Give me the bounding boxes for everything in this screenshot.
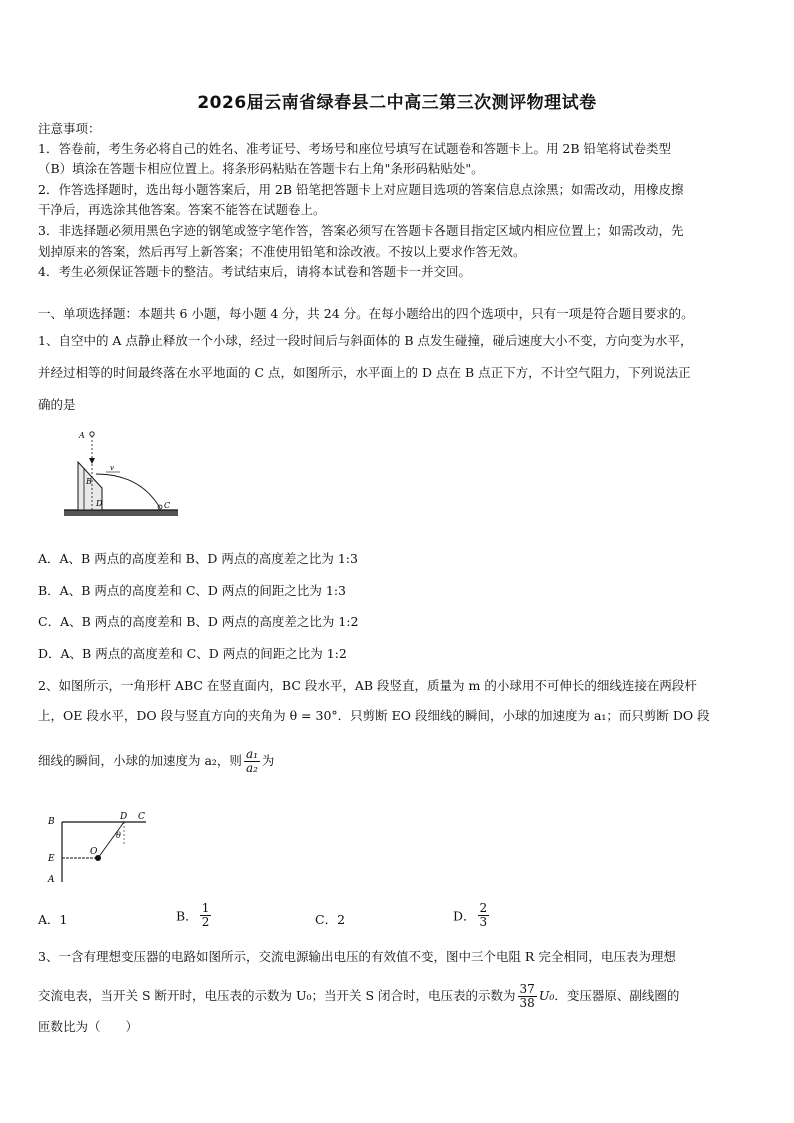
trajectory: [96, 474, 160, 508]
question-2-text: 上，OE 段水平，DO 段与竖直方向的夹角为 θ = 30°．只剪断 EO 段细线的瞬间，小球的加速度为 a₁；而只剪断 DO 段: [38, 708, 710, 723]
option-fraction: [200, 902, 212, 929]
label-b: B: [86, 477, 92, 486]
fraction-numerator: 37: [519, 982, 535, 996]
ratio-fraction: [244, 748, 260, 775]
question-1-text: 1、自空中的 A 点静止释放一个小球，经过一段时间后与斜面体的 B 点发生碰撞，碰后速度大小不变，方向变为水平，: [38, 333, 693, 348]
notice-line: 2．作答选择题时，选出每小题答案后，用 2B 铅笔把答题卡上对应题目选项的答案信息点涂黑；如需改动，用橡皮擦: [38, 182, 684, 197]
string-do: [98, 822, 124, 858]
question-2-text: 细线的瞬间，小球的加速度为 a₂，则: [38, 753, 242, 768]
question-2-option-c[interactable]: [315, 910, 345, 928]
label-a: A: [48, 875, 55, 885]
fraction-denominator: a₂: [245, 761, 258, 775]
label-o: O: [90, 847, 98, 857]
question-1-text: 并经过相等的时间最终落在水平地面的 C 点，如图所示，水平面上的 D 点在 B 点正下方，不计空气阻力，下列说法正: [38, 365, 691, 380]
label-c: C: [164, 501, 171, 510]
ground: [64, 510, 178, 516]
question-2-text: 2、如图所示，一角形杆 ABC 在竖直面内，BC 段水平，AB 段竖直，质量为 m 的小球用不可伸长的细线连接在两段杆: [38, 678, 697, 693]
option-label: A．: [38, 912, 60, 927]
notice-line: 干净后，再选涂其他答案。答案不能答在试题卷上。: [38, 202, 326, 217]
question-2-figure: [42, 808, 162, 888]
question-2-option-b[interactable]: [176, 902, 213, 929]
question-2-text: 为: [261, 753, 275, 768]
label-theta: θ: [116, 831, 121, 840]
voltage-fraction: [518, 983, 537, 1010]
question-1-figure: [62, 428, 182, 524]
point-a: [90, 432, 94, 436]
option-fraction: [478, 902, 490, 929]
option-value: 1: [59, 912, 68, 927]
notice-heading: 注意事项：: [38, 121, 101, 136]
option-label: C．: [315, 912, 338, 927]
question-1-option-c[interactable]: C．A、B 两点的高度差和 B、D 两点的高度差之比为 1:2: [38, 614, 359, 629]
fraction-numerator: 1: [201, 901, 210, 915]
question-3-text: 匝数比为（ ）: [38, 1019, 139, 1034]
question-1-option-b[interactable]: B．A、B 两点的高度差和 C、D 两点的间距之比为 1:3: [38, 583, 346, 598]
label-d: D: [96, 499, 103, 508]
notice-line: 划掉原来的答案，然后再写上新答案；不准使用铅笔和涂改液。不按以上要求作答无效。: [38, 244, 526, 259]
point-c: [158, 505, 162, 509]
question-3-text: ．变压器原、副线圈的: [554, 988, 680, 1003]
option-value: 2: [337, 912, 346, 927]
question-2-text-line3: [38, 748, 760, 775]
question-2-option-d[interactable]: [453, 902, 491, 929]
fraction-denominator: 38: [519, 996, 535, 1010]
question-1-option-d[interactable]: D．A、B 两点的高度差和 C、D 两点的间距之比为 1:2: [38, 646, 347, 661]
notice-line: 4．考生必须保证答题卡的整洁。考试结束后，请将本试卷和答题卡一并交回。: [38, 264, 471, 279]
label-a: A: [79, 431, 85, 440]
label-b: B: [48, 817, 55, 827]
question-3-text: 3、一含有理想变压器的电路如图所示，交流电源输出电压的有效值不变，图中三个电阻 R 完全相同，电压表为理想: [38, 949, 676, 964]
option-label: B．: [176, 908, 198, 924]
fraction-denominator: 2: [201, 915, 210, 929]
section-heading: 一、单项选择题：本题共 6 小题，每小题 4 分，共 24 分。在每小题给出的四个选项中，只有一项是符合题目要求的。: [38, 306, 694, 321]
fraction-numerator: a₁: [245, 747, 258, 761]
question-1-text: 确的是: [38, 397, 76, 412]
notice-line: 1．答卷前，考生务必将自己的姓名、准考证号、考场号和座位号填写在试题卷和答题卡上。用 2B 铅笔将试卷类型: [38, 141, 672, 156]
page-title: 2026届云南省绿春县二中高三第三次测评物理试卷: [197, 93, 597, 113]
label-d: D: [120, 812, 128, 822]
question-3-text-line2: [38, 983, 760, 1010]
voltage-unit: U₀: [538, 988, 555, 1003]
question-2-option-a[interactable]: [38, 910, 67, 928]
option-label: D．: [453, 908, 476, 924]
notice-line: （B）填涂在答题卡相应位置上。将条形码粘贴在答题卡右上角"条形码粘贴处"。: [38, 161, 484, 176]
fraction-denominator: 3: [479, 915, 488, 929]
question-3-text: 交流电表，当开关 S 断开时，电压表的示数为 U₀；当开关 S 闭合时，电压表的示数为: [38, 988, 516, 1003]
label-c: C: [138, 812, 145, 822]
fraction-numerator: 2: [479, 901, 488, 915]
label-e: E: [48, 854, 55, 864]
label-v: v: [110, 464, 114, 472]
notice-line: 3．非选择题必须用黑色字迹的钢笔或签字笔作答，答案必须写在答题卡各题目指定区域内相应位置上；如需改动，先: [38, 223, 684, 238]
question-1-option-a[interactable]: A．A、B 两点的高度差和 B、D 两点的高度差之比为 1:3: [38, 551, 358, 566]
